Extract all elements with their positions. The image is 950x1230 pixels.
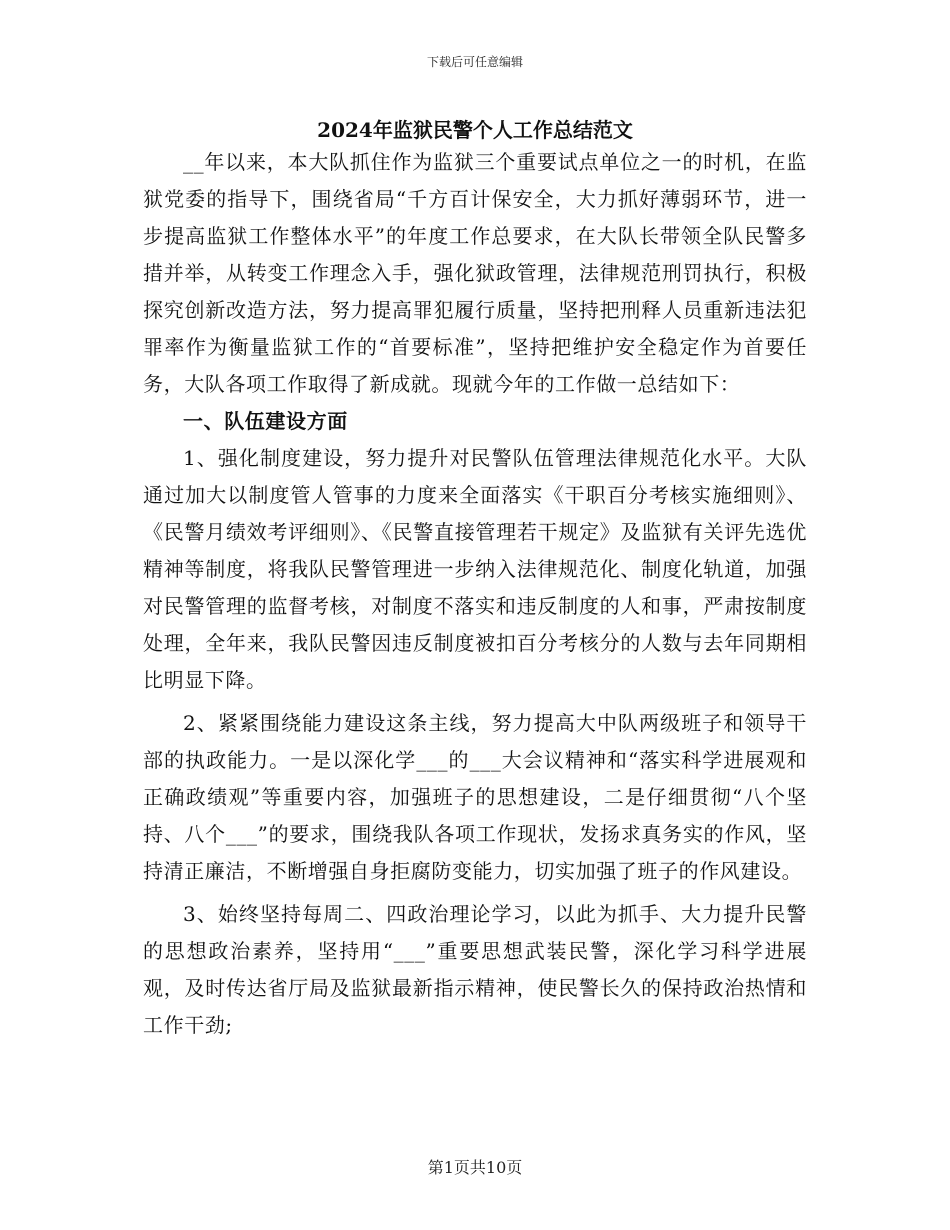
- paragraph-item-1: 1、强化制度建设，努力提升对民警队伍管理法律规范化水平。大队通过加大以制度管人管事的力度来全面落实《干职百分考核实施细则》、《民警月绩效考评细则》、《民警直接管理若干规定》及监狱有关评先选优精神等制度，将我队民警管理进一步纳入法律规范化、制度化轨道，加强对民警管理的监督考核，对制度不落实和违反制度的人和事，严肃按制度处理，全年来，我队民警因违反制度被扣百分考核分的人数与去年同期相比明显下降。: [143, 446, 807, 692]
- paragraph-item-3: 3、始终坚持每周二、四政治理论学习，以此为抓手、大力提升民警的思想政治素养，坚持用“___”重要思想武装民警，深化学习科学进展观，及时传达省厅局及监狱最新指示精神，使民警长久的保持政治热情和工作干劲;: [143, 902, 807, 1037]
- paragraph-item-2: 2、紧紧围绕能力建设这条主线，努力提高大中队两级班子和领导干部的执政能力。一是以深化学___的___大会议精神和“落实科学进展观和正确政绩观”等重要内容，加强班子的思想建设，二是仔细贯彻“八个坚持、八个___”的要求，围绕我队各项工作现状，发扬求真务实的作风，坚持清正廉洁，不断增强自身拒腐防变能力，切实加强了班子的作风建设。: [143, 711, 807, 883]
- document-title: 2024年监狱民警个人工作总结范文: [317, 118, 633, 142]
- intro-paragraph: __年以来，本大队抓住作为监狱三个重要试点单位之一的时机，在监狱党委的指导下，围绕省局“千方百计保安全，大力抓好薄弱环节，进一步提高监狱工作整体水平”的年度工作总要求，在大队长带领全队民警多措并举，从转变工作理念入手，强化狱政管理，法律规范刑罚执行，积极探究创新改造方法，努力提高罪犯履行质量，坚持把刑释人员重新违法犯罪率作为衡量监狱工作的“首要标准”，坚持把维护安全稳定作为首要任务，大队各项工作取得了新成就。现就今年的工作做一总结如下：: [143, 150, 807, 396]
- header-note: 下载后可任意编辑: [426, 55, 523, 69]
- document-body: [143, 144, 807, 1044]
- page-number-footer: 第1页共10页: [427, 1158, 523, 1177]
- section-heading-team-building: 一、队伍建设方面: [183, 409, 348, 433]
